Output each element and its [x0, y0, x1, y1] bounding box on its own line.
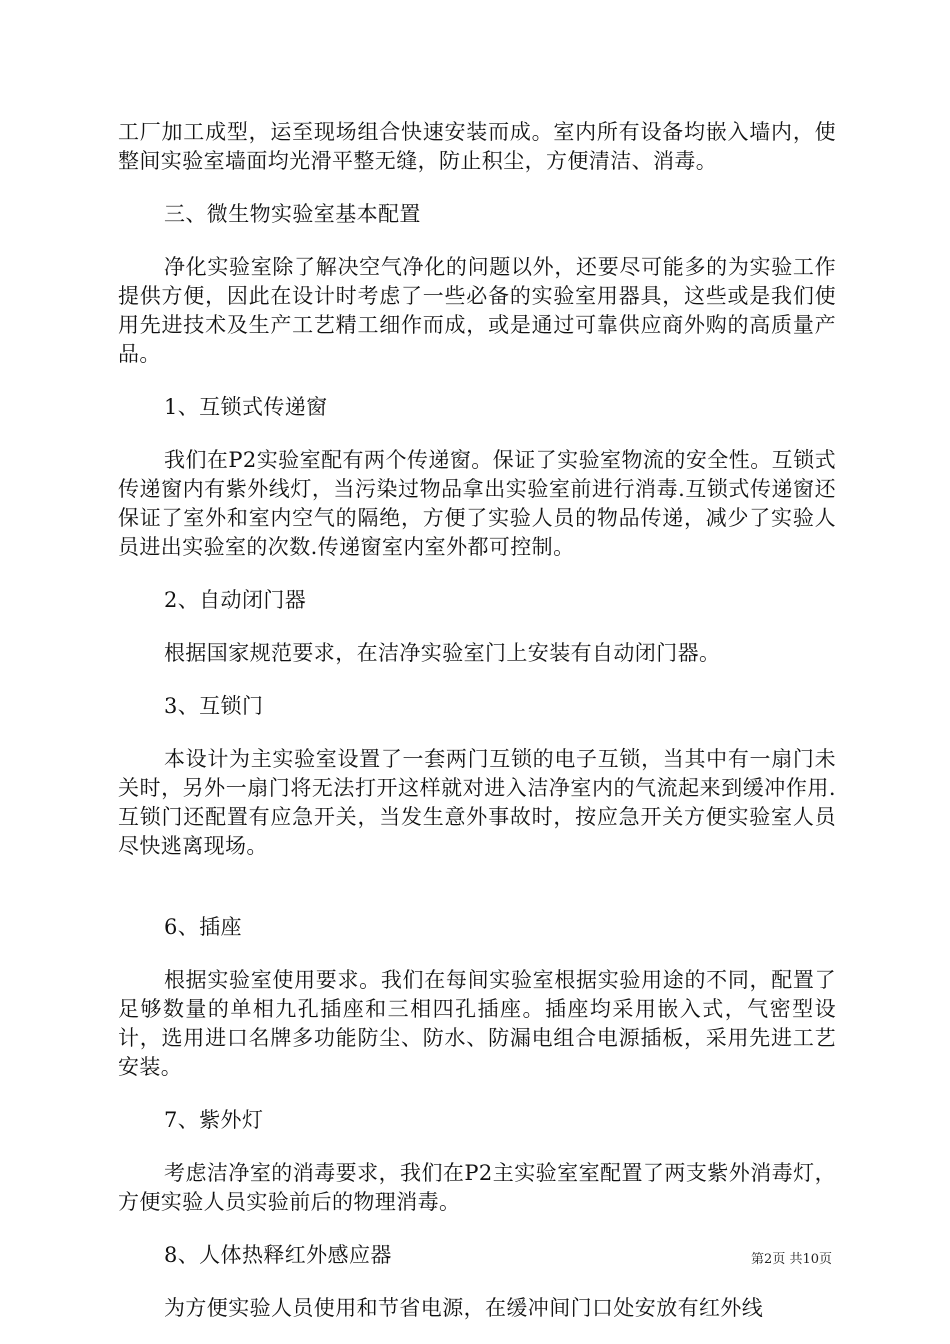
heading-interlock-door: 3、互锁门: [164, 694, 264, 718]
heading-pass-window: 1、互锁式传递窗: [164, 395, 328, 419]
paragraph-door-closer: 根据国家规范要求，在洁净实验室门上安装有自动闭门器。: [164, 641, 721, 665]
heading-door-closer: 2、自动闭门器: [164, 588, 307, 612]
paragraph-uv-lamp: 考虑洁净室的消毒要求，我们在P2主实验室室配置了两支紫外消毒灯，方便实验人员实验前后的物理消毒。: [118, 1161, 836, 1214]
paragraph-socket: 根据实验室使用要求。我们在每间实验室根据实验用途的不同，配置了足够数量的单相九孔插座和三相四孔插座。插座均采用嵌入式，气密型设计，选用进口名牌多功能防尘、防水、防漏电组合电源插板，采用先进工艺安装。: [118, 968, 836, 1079]
paragraph-infrared-sensor: 为方便实验人员使用和节省电源，在缓冲间门口处安放有红外线: [164, 1296, 764, 1320]
page-number-footer: 第2页 共10页: [751, 1252, 832, 1267]
heading-socket: 6、插座: [164, 915, 242, 939]
paragraph-continuation: 工厂加工成型，运至现场组合快速安装而成。室内所有设备均嵌入墙内，使整间实验室墙面均光滑平整无缝，防止积尘，方便清洁、消毒。: [118, 120, 836, 173]
paragraph-intro: 净化实验室除了解决空气净化的问题以外，还要尽可能多的为实验工作提供方便，因此在设计时考虑了一些必备的实验室用器具，这些或是我们使用先进技术及生产工艺精工细作而成，或是通过可靠供应商外购的高质量产品。: [118, 255, 836, 366]
paragraph-pass-window: 我们在P2实验室配有两个传递窗。保证了实验室物流的安全性。互锁式传递窗内有紫外线灯，当污染过物品拿出实验室前进行消毒.互锁式传递窗还保证了室外和室内空气的隔绝，方便了实验人员的物品传递，减少了实验人员进出实验室的次数.传递窗室内室外都可控制。: [118, 448, 836, 559]
paragraph-interlock-door: 本设计为主实验室设置了一套两门互锁的电子互锁，当其中有一扇门未关时，另外一扇门将无法打开这样就对进入洁净室内的气流起来到缓冲作用.互锁门还配置有应急开关，当发生意外事故时，按应急开关方便实验室人员尽快逃离现场。: [118, 747, 836, 858]
section-heading-lab-configuration: 三、微生物实验室基本配置: [164, 202, 421, 226]
document-body: [118, 118, 836, 1323]
heading-uv-lamp: 7、紫外灯: [164, 1108, 264, 1132]
heading-infrared-sensor: 8、人体热释红外感应器: [164, 1243, 392, 1267]
